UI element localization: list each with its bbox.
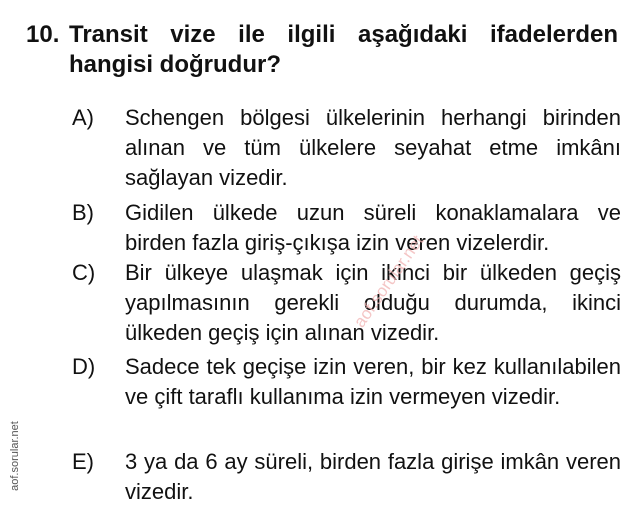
side-watermark: aof.sorular.net <box>9 421 21 491</box>
option-d-letter: D) <box>72 354 96 379</box>
option-c-text: Bir ülkeye ulaşmak için ikinci bir ülkeden geçiş yapılmasının gerekli olduğu durumda, ikinci ülkeden geçiş için alınan vizedir. <box>125 260 621 345</box>
option-d-text: Sadece tek geçişe izin veren, bir kez kullanılabilen ve çift taraflı kullanıma izin vermeyen vizedir. <box>125 354 621 409</box>
option-b-text: Gidilen ülkede uzun süreli konaklamalara ve birden fazla giriş-çıkışa izin veren vizelerdir. <box>125 200 621 255</box>
question-text: Transit vize ile ilgili aşağıdaki ifadelerden hangisi doğrudur? <box>69 21 618 78</box>
option-c-letter: C) <box>72 260 96 285</box>
option-e-letter: E) <box>72 449 94 474</box>
question-number: 10. <box>26 21 60 48</box>
diagonal-watermark: aof.sorular.net <box>350 231 428 331</box>
option-a-letter: A) <box>72 105 94 130</box>
option-b-letter: B) <box>72 200 94 225</box>
option-a-text: Schengen bölgesi ülkelerinin herhangi birinden alınan ve tüm ülkelere seyahat etme imkânı sağlayan vizedir. <box>125 105 621 190</box>
option-e-text: 3 ya da 6 ay süreli, birden fazla girişe imkân veren vizedir. <box>125 449 621 504</box>
